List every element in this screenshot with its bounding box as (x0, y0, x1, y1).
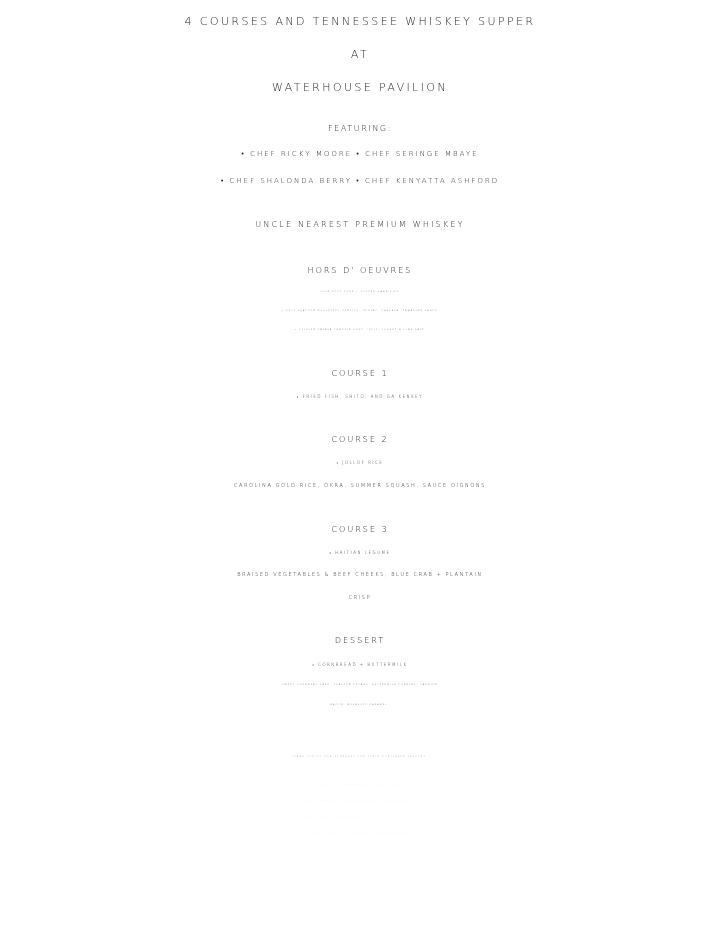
dessert-dish: • CORNBREAD + BUTTERMILK (312, 662, 408, 667)
course1-heading: COURSE 1 (331, 369, 389, 378)
course3-description-line2: CRISP (348, 595, 372, 601)
hors-doeuvres-item-3: • CHILLED PAPAYA-PUMPKIN SOUP, 'EPIS' YOGURT & LIME SALT (295, 329, 425, 331)
course1-dish: • FRIED FISH, SHITO, AND GA KENKEY (296, 394, 424, 399)
course3-heading: COURSE 3 (331, 525, 389, 534)
course3-dish: • HAITIAN LEGUME (329, 550, 391, 555)
course3-description-line1: BRAISED VEGETABLES & BEEF CHEEKS, BLUE CRAB + PLANTAIN (237, 572, 483, 578)
hors-doeuvres-item-2: • GULF SEAFOOD BOULETTES-REDFISH, SHRIMP, CASSAVA, TAMARIND SAUCE (282, 310, 438, 312)
event-title-line2: AT (350, 48, 370, 61)
brand-line: UNCLE NEAREST PREMIUM WHISKEY (255, 220, 465, 229)
sponsors-thanks: THANK YOU TO OUR SPONSORS FOR THEIR CONTINUED SUPPORT. (292, 757, 428, 758)
event-title-line1: 4 COURSES AND TENNESSEE WHISKEY SUPPER (184, 15, 536, 28)
dessert-description-line1: SWEET CORNMEAL CAKE, TOASTED PECANS, BUTTERMILK PUDDING, CANDIED (282, 684, 438, 686)
chefs-line1: • CHEF RICKY MOORE • CHEF SERINGE MBAYE (241, 150, 479, 158)
hors-doeuvres-item-1: •OLD SPOT PORK + OYSTER HAND PIES (320, 291, 400, 293)
dessert-description-line2: BACON, MOLASSES CARAMEL. (330, 704, 390, 706)
chefs-line2: • CHEF SHALONDA BERRY • CHEF KENYATTA ASHFORD (220, 177, 500, 185)
course2-heading: COURSE 2 (331, 435, 389, 444)
dessert-heading: DESSERT (334, 636, 386, 645)
course2-dish: • JOLLOF RICE (336, 460, 384, 465)
course2-description: CAROLINA GOLD RICE, OKRA, SUMMER SQUASH, SAUCE OIGNONS (233, 483, 487, 489)
featuring-label: FEATURING: (327, 124, 393, 133)
event-title-line3: WATERHOUSE PAVILION (271, 81, 449, 94)
hors-doeuvres-heading: HORS D' OEUVRES (307, 266, 413, 275)
